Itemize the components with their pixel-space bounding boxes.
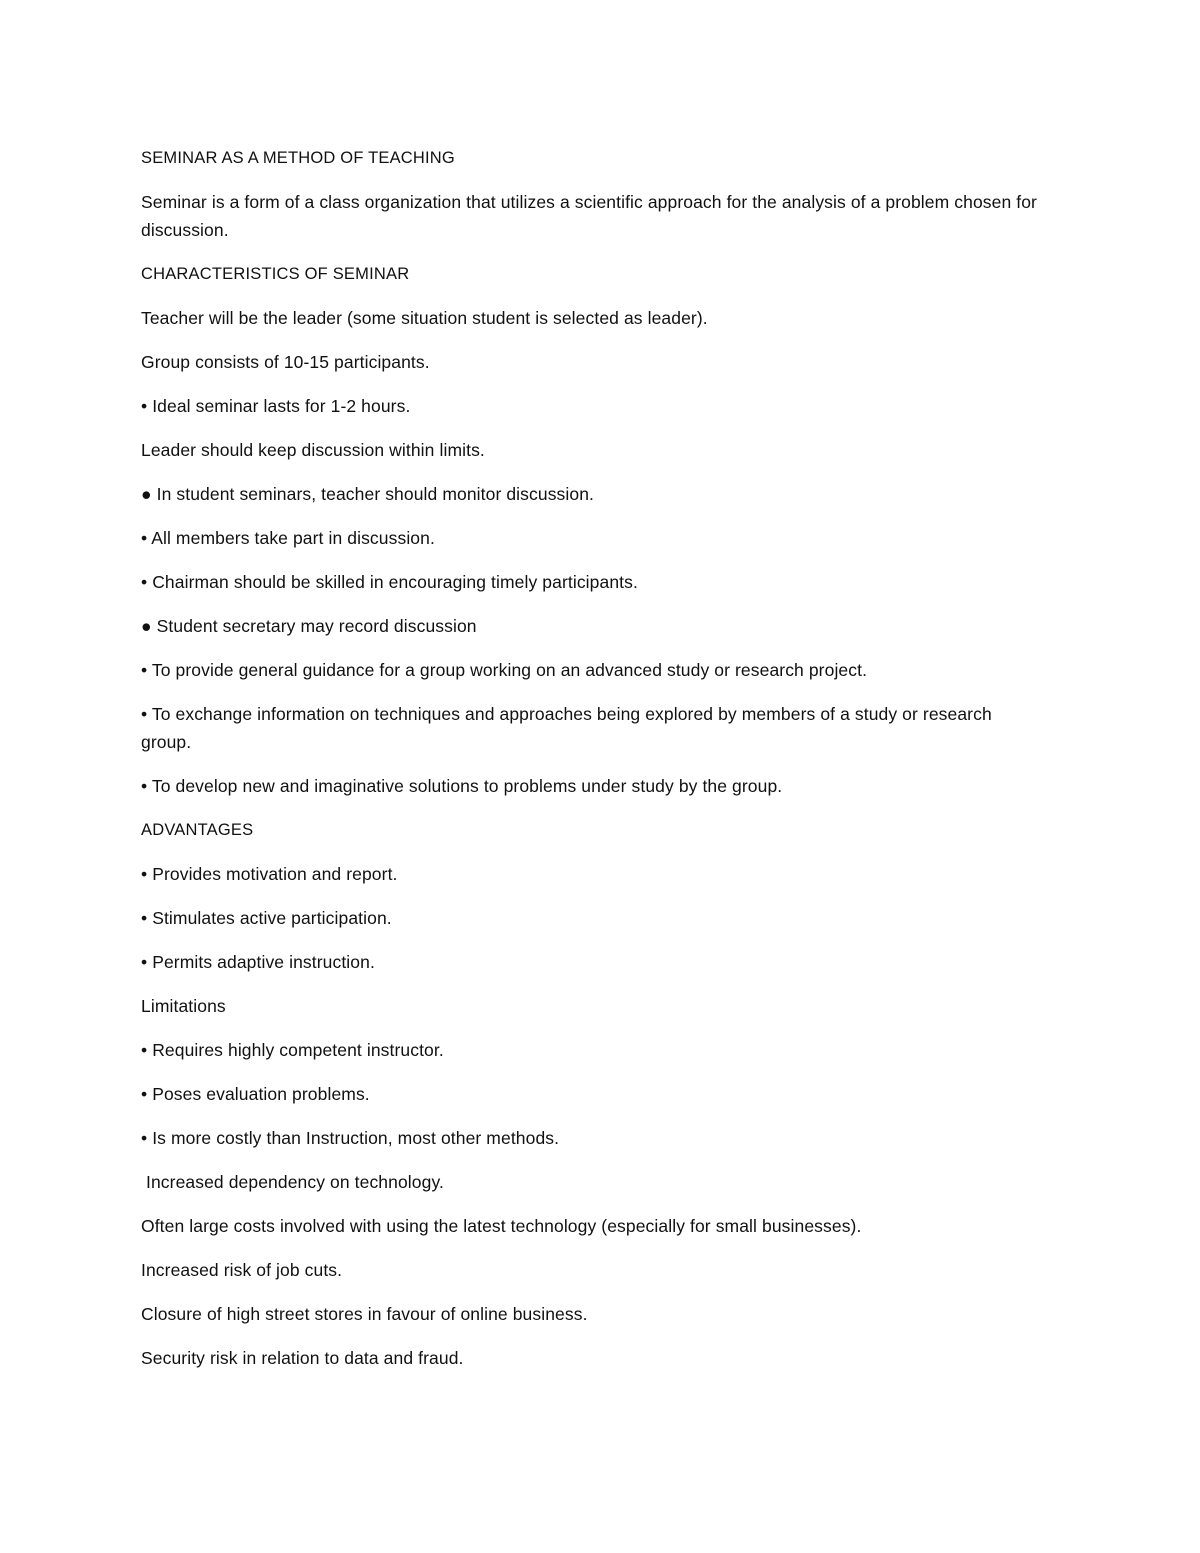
advantage-bullet: • Permits adaptive instruction. [141, 952, 375, 972]
limitation-bullet: • Poses evaluation problems. [141, 1084, 370, 1104]
extra-line: Closure of high street stores in favour of online business. [141, 1304, 588, 1324]
limitation-bullet: • Is more costly than Instruction, most other methods. [141, 1128, 560, 1148]
characteristic-line: Group consists of 10-15 participants. [141, 352, 430, 372]
characteristic-bullet: • All members take part in discussion. [141, 528, 435, 548]
characteristic-bullet: • To develop new and imaginative solutions to problems under study by the group. [141, 776, 783, 796]
characteristics-heading: CHARACTERISTICS OF SEMINAR [141, 265, 410, 283]
advantage-bullet: • Provides motivation and report. [141, 864, 398, 884]
characteristic-line: Teacher will be the leader (some situation student is selected as leader). [141, 308, 708, 328]
limitation-bullet: • Requires highly competent instructor. [141, 1040, 444, 1060]
extra-line: Increased risk of job cuts. [141, 1260, 343, 1280]
characteristic-line: Leader should keep discussion within limits. [141, 440, 485, 460]
characteristic-bullet: • Chairman should be skilled in encouraging timely participants. [141, 572, 638, 592]
extra-line: Often large costs involved with using the latest technology (especially for small businesses). [141, 1216, 862, 1236]
extra-line: Security risk in relation to data and fraud. [141, 1348, 464, 1368]
characteristic-bullet: • To exchange information on techniques and approaches being explored by members of a study or research group. [141, 704, 992, 752]
characteristic-bullet: • To provide general guidance for a group working on an advanced study or research project. [141, 660, 868, 680]
document-body [141, 144, 1041, 1388]
characteristic-bullet: ● In student seminars, teacher should monitor discussion. [141, 484, 595, 504]
advantage-bullet: • Stimulates active participation. [141, 908, 392, 928]
intro-paragraph: Seminar is a form of a class organization that utilizes a scientific approach for the analysis of a problem chosen for discussion. [141, 192, 1037, 240]
characteristic-bullet: ● Student secretary may record discussion [141, 616, 477, 636]
extra-line: Increased dependency on technology. [146, 1172, 444, 1192]
characteristic-bullet: • Ideal seminar lasts for 1-2 hours. [141, 396, 411, 416]
advantages-heading: ADVANTAGES [141, 821, 254, 839]
document-title: SEMINAR AS A METHOD OF TEACHING [141, 149, 455, 167]
limitations-heading: Limitations [141, 996, 226, 1016]
